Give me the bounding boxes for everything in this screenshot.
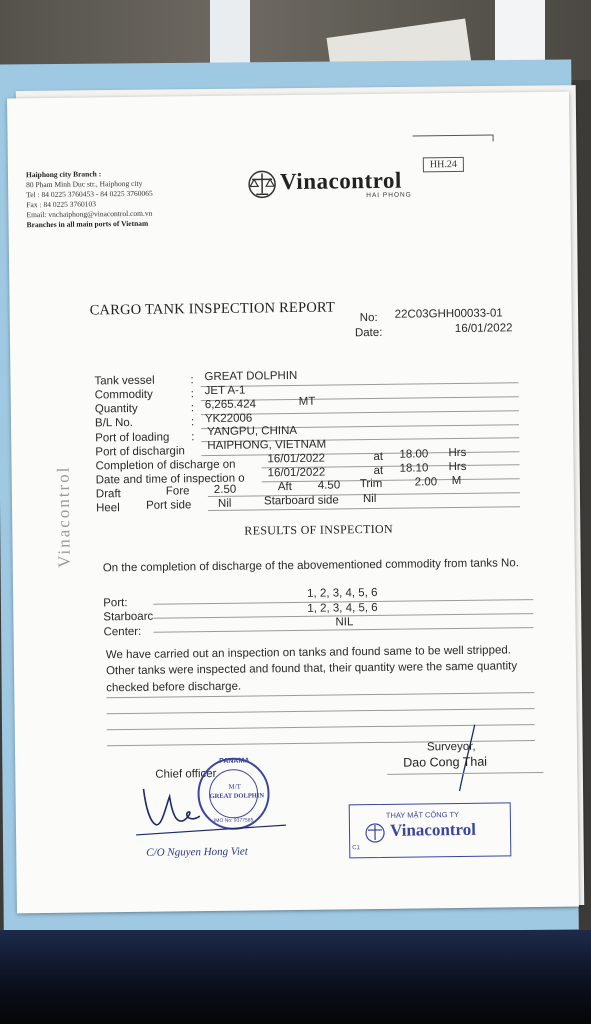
vessel-stamp-name: GREAT DOLPHIN [209,792,265,801]
vessel-label: Tank vessel [94,374,155,388]
report-date-label: Date: [354,326,383,340]
discharging-label: Port of dischargin [95,445,185,459]
scales-icon [364,823,386,843]
report-date-value: 16/01/2022 [454,322,513,336]
results-intro: On the completion of discharge of the abovementioned commodity from tanks No. [102,557,519,575]
chief-officer-name: C/O Nguyen Hong Viet [146,845,248,859]
field-rule [201,451,519,456]
aft-label: Aft [277,481,292,494]
vessel-value: GREAT DOLPHIN [204,369,298,384]
heel-label: Heel [95,502,120,515]
completion-time: 18.00 [399,448,429,461]
loading-value: YANGPU, CHINA [207,424,298,439]
vessel-stamp-number: IMO No: 9377585 [213,817,254,824]
completion-label: Completion of discharge on [95,458,236,473]
starboard-side-value: Nil [362,492,377,506]
vessel-stamp-ring: PANAMA [219,757,250,765]
trim-label: Trim [359,477,383,491]
quantity-unit: MT [298,395,316,408]
vessel-stamp-mt: M/T [228,782,241,791]
commodity-value: JET A-1 [204,384,246,398]
branch-title: Haiphong city Branch : [25,169,102,180]
fore-value: 2.50 [213,483,237,496]
branch-email: Email: vnchaiphong@vinacontrol.com.vn [26,208,153,220]
company-stamp [349,802,512,858]
branch-tel: Tel : 84 0225 3760453 - 84 0225 3760065 [26,188,153,200]
trim-unit: M [451,474,462,488]
remark-line-1: We have carried out an inspection on tanks and found same to be well stripped. [105,644,511,662]
center-tanks-value: NIL [335,616,354,629]
branch-fax: Fax : 84 0225 3760103 [26,199,96,210]
bl-label: B/L No. [94,416,134,430]
starboard-side-label: Starboard side [263,494,339,508]
port-tanks-label: Port: [103,597,128,610]
field-rule [201,382,519,387]
quantity-value: 6,265.424 [204,398,257,412]
remark-line-3: checked before discharge. [106,680,242,695]
branch-address: 80 Pham Minh Duc str., Haiphong city [26,178,143,190]
center-tanks-label: Center: [103,625,142,639]
port-side-label: Port side [145,499,192,512]
inspection-date: 16/01/2022 [267,466,326,480]
completion-at: at [373,450,384,464]
scales-icon [246,169,278,199]
field-rule [107,708,535,714]
inspection-at: at [373,464,384,478]
completion-date: 16/01/2022 [267,452,326,466]
quantity-label: Quantity [94,402,138,416]
company-stamp-name: Vinacontrol [389,819,477,840]
trim-value: 2.00 [414,476,438,489]
report-no-value: 22C03GHH00033-01 [394,307,503,321]
inspection-report-document [7,92,579,914]
surveyor-label: Surveyor, [426,740,476,754]
desk-surface [0,930,591,1024]
logo-text: Vinacontrol [279,167,403,195]
fore-label: Fore [165,485,190,498]
discharging-value: HAIPHONG, VIETNAM [207,438,327,453]
remark-line-2: Other tanks were inspected and found that, their quantity were the same quantity [105,660,518,678]
inspection-hrs: Hrs [448,460,467,474]
chief-officer-signature [135,775,286,837]
field-rule [208,506,520,511]
inspection-time: 18.10 [399,462,429,475]
report-title: CARGO TANK INSPECTION REPORT [89,299,336,319]
report-no-label: No: [359,311,378,325]
loading-label: Port of loading [95,431,170,445]
bl-value: YK22006 [204,412,253,426]
draft-label: Draft [95,488,121,501]
port-tanks-value: 1, 2, 3, 4, 5, 6 [307,586,378,600]
aft-value: 4.50 [317,479,341,492]
vinacontrol-watermark: Vinacontrol [53,465,74,568]
company-stamp-top: THAY MẶT CÔNG TY [385,809,460,820]
starboard-tanks-value: 1, 2, 3, 4, 5, 6 [307,601,378,615]
completion-hrs: Hrs [448,446,467,460]
logo-subtitle: HAI PHONG [366,191,412,200]
company-stamp-code: C1 [352,845,360,852]
form-code-bracket [413,135,494,143]
branch-ports: Branches in all main ports of Vietnam [26,218,149,230]
vessel-details: Tank vessel : GREAT DOLPHIN Commodity : JET A-1 Quantity : 6,265.424 MT B/L No. : YK22006 Port of loading : YANGPU, CHINA Port of dischargin HAIPHONG, VIETNAM Completion of discharge on 16/01/2022 at 18.00 Hrs Date and time of inspection o 16/01/2022 at 18.10 Hrs Draft Fore 2.50 Aft 4.50 Trim 2.00 M Heel Port side Nil Starboard side Nil [7,92,569,99]
surveyor-name: Dao Cong Thai [403,754,488,770]
starboard-tanks-label: Starboarc [103,610,154,624]
form-code: HH.24 [423,157,464,172]
chief-officer-label: Chief officer [155,767,217,781]
inspection-label: Date and time of inspection o [95,472,245,487]
results-heading: RESULTS OF INSPECTION [244,521,393,538]
branch-address-block [26,169,153,231]
commodity-label: Commodity [94,388,153,402]
port-side-value: Nil [217,497,232,510]
